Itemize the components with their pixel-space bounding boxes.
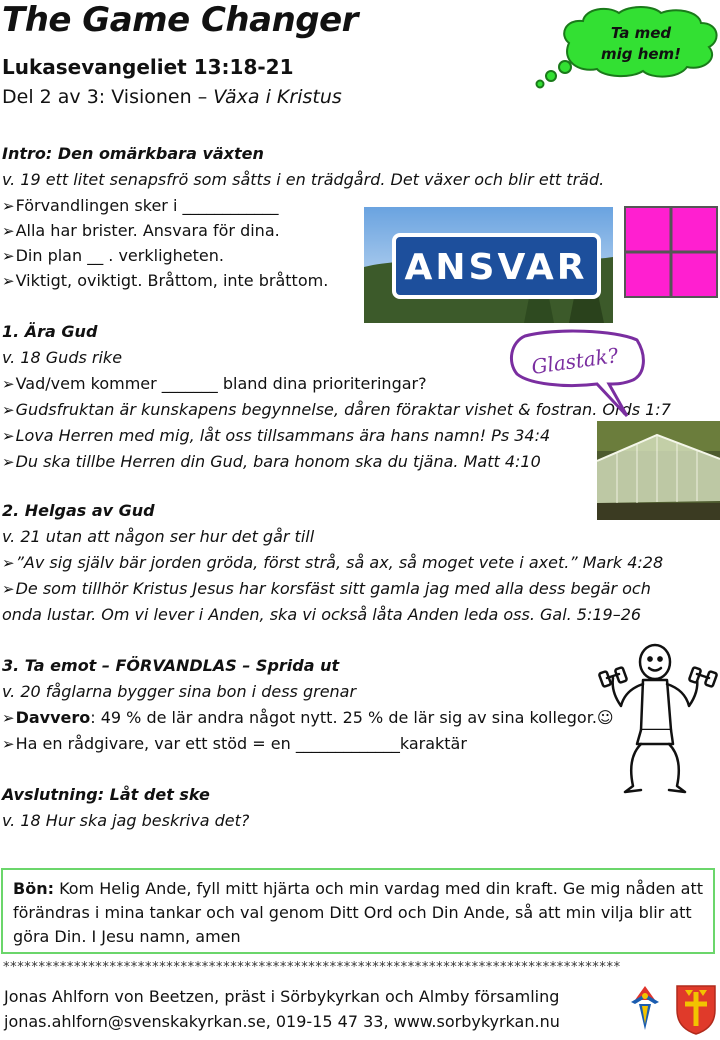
series-part-theme: Växa i Kristus <box>213 86 342 108</box>
page-title: The Game Changer <box>2 0 358 40</box>
ansvar-sign-image <box>364 207 613 323</box>
bubble-text-line1: Ta med <box>610 24 672 42</box>
list-item: ➢De som tillhör Kristus Jesus har korsfäst sitt gamla jag med alla dess begär och <box>2 579 651 598</box>
svenska-kyrkan-shield-icon <box>677 986 715 1034</box>
church-logos <box>625 980 720 1036</box>
prayer-text: Kom Helig Ande, fyll mitt hjärta och min vardag med din kraft. Ge mig nåden att förändras i mina tankar och val genom Ditt Ord och Din Ande, så att min vilja blir att göra Din. I Jesu namn, amen <box>13 879 703 946</box>
arrow-icon: ➢ <box>2 247 15 265</box>
intro-heading: Intro: Den omärkbara växten <box>2 144 264 163</box>
section3-heading: 3. Ta emot – FÖRVANDLAS – Sprida ut <box>2 656 340 675</box>
list-item: ➢Gudsfruktan är kunskapens begynnelse, dåren föraktar vishet & fostran. Ords 1:7 <box>2 400 671 419</box>
section3-verse: v. 20 fåglarna bygger sina bon i dess grenar <box>2 682 357 701</box>
glastak-speech-bubble <box>505 326 650 421</box>
arrow-icon: ➢ <box>2 709 15 727</box>
davvero-label: Davvero <box>15 708 91 727</box>
glastak-text: Glastak? <box>529 343 620 379</box>
bubble-tail-dots <box>534 68 560 90</box>
star-divider: *************************************************************************************** <box>3 960 621 975</box>
arrow-icon: ➢ <box>2 272 15 290</box>
arrow-icon: ➢ <box>2 453 15 471</box>
weightlifter-stickman-icon <box>597 640 720 795</box>
arrow-icon: ➢ <box>2 735 15 753</box>
list-item: ➢Förvandlingen sker i ____________ <box>2 196 279 215</box>
prayer-label: Bön: <box>13 879 54 898</box>
list-item-continued: onda lustar. Om vi lever i Anden, ska vi också låta Anden leda oss. Gal. 5:19–26 <box>2 605 642 624</box>
footer-contact: jonas.ahlforn@svenskakyrkan.se, 019-15 47 33, www.sorbykyrkan.nu <box>4 1012 560 1031</box>
arrow-icon: ➢ <box>2 222 15 240</box>
list-item: ➢Lova Herren med mig, låt oss tillsammans ära hans namn! Ps 34:4 <box>2 426 551 445</box>
footer-author: Jonas Ahlforn von Beetzen, präst i Sörbykyrkan och Almby församling <box>4 987 560 1006</box>
section1-verse: v. 18 Guds rike <box>2 348 123 367</box>
magenta-window-squares <box>624 206 718 298</box>
list-item: ➢Viktigt, oviktigt. Bråttom, inte bråttom. <box>2 271 329 290</box>
arrow-icon: ➢ <box>2 401 15 419</box>
list-item: ➢Vad/vem kommer _______ bland dina prioriteringar? <box>2 374 427 393</box>
list-item: ➢”Av sig själv bär jorden gröda, först strå, så ax, så moget vete i axet.” Mark 4:28 <box>2 553 664 572</box>
list-item: ➢Du ska tillbe Herren din Gud, bara honom ska du tjäna. Matt 4:10 <box>2 452 541 471</box>
scripture-reference: Lukasevangeliet 13:18-21 <box>2 55 294 79</box>
series-part <box>2 86 342 108</box>
section2-verse: v. 21 utan att någon ser hur det går till <box>2 527 315 546</box>
arrow-icon: ➢ <box>2 554 15 572</box>
arrow-icon: ➢ <box>2 375 15 393</box>
prayer-box <box>1 868 715 954</box>
closing-heading: Avslutning: Låt det ske <box>2 785 210 804</box>
series-part-prefix: Del 2 av 3: Visionen – <box>2 86 214 108</box>
section2-heading: 2. Helgas av Gud <box>2 501 155 520</box>
closing-verse: v. 18 Hur ska jag beskriva det? <box>2 811 250 830</box>
greenhouse-image <box>597 421 720 520</box>
take-me-home-bubble <box>555 5 720 80</box>
sorbykyrkan-logo-icon <box>631 986 659 1030</box>
arrow-icon: ➢ <box>2 580 15 598</box>
sign-text: ANSVAR <box>404 247 588 288</box>
list-item: ➢Davvero: 49 % de lär andra något nytt. 25 % de lär sig av sina kollegor.☺ <box>2 708 614 727</box>
list-item: ➢Alla har brister. Ansvara för dina. <box>2 221 280 240</box>
bubble-text-line2: mig hem! <box>600 45 682 63</box>
arrow-icon: ➢ <box>2 427 15 445</box>
section1-heading: 1. Ära Gud <box>2 322 98 341</box>
list-item: ➢Ha en rådgivare, var ett stöd = en _____________karaktär <box>2 734 467 753</box>
list-item: ➢Din plan __ . verkligheten. <box>2 246 224 265</box>
arrow-icon: ➢ <box>2 197 15 215</box>
intro-verse: v. 19 ett litet senapsfrö som såtts i en trädgård. Det växer och blir ett träd. <box>2 170 605 189</box>
